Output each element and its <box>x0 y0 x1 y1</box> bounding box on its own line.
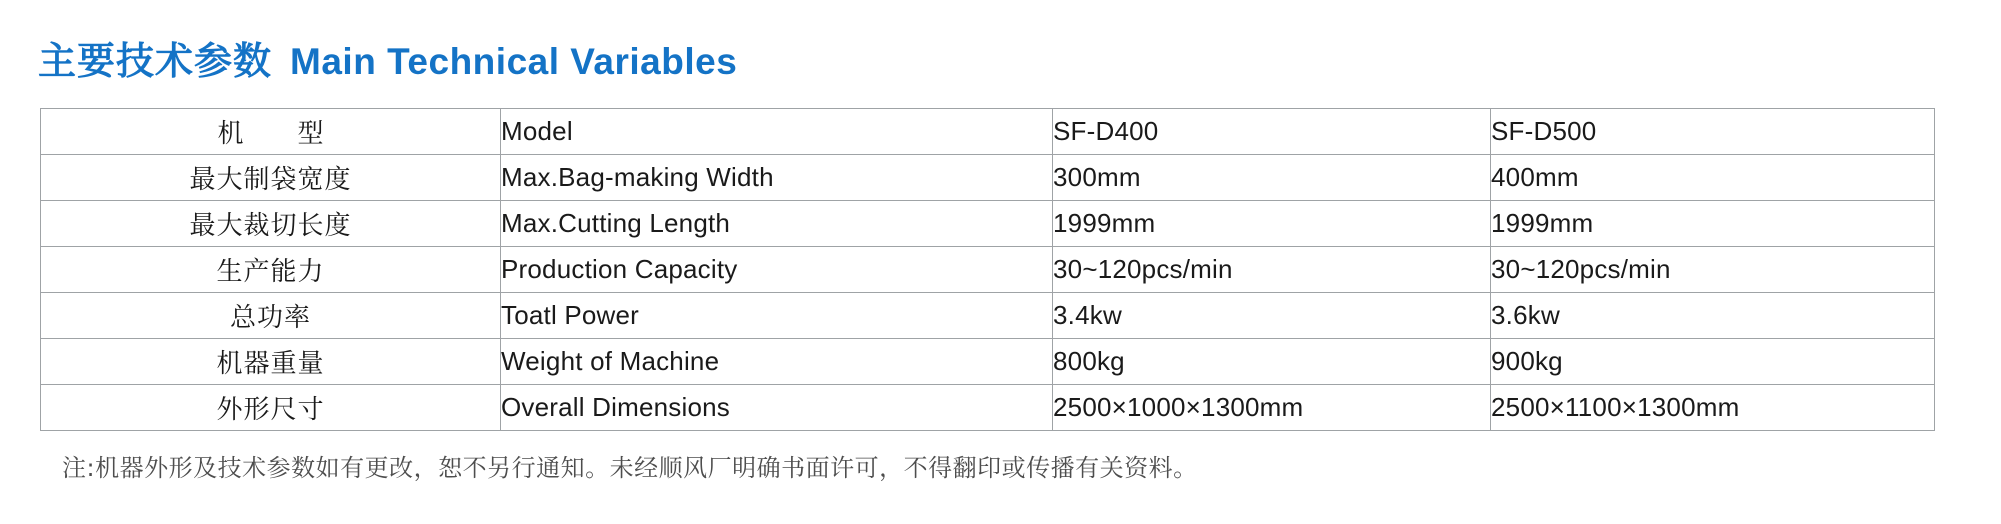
row-value-model-1: SF-D400 <box>1053 109 1491 155</box>
page-title <box>38 30 737 85</box>
row-value-model-2: 400mm <box>1491 155 1935 201</box>
page-title-english: Main Technical Variables <box>290 41 738 82</box>
row-value-model-1: 2500×1000×1300mm <box>1053 385 1491 431</box>
table-row <box>41 339 1935 385</box>
row-value-model-2: 3.6kw <box>1491 293 1935 339</box>
row-label-en: Model <box>501 109 1053 155</box>
table-row <box>41 293 1935 339</box>
row-value-model-1: 3.4kw <box>1053 293 1491 339</box>
row-value-model-1: 30~120pcs/min <box>1053 247 1491 293</box>
page-title-chinese: 主要技术参数 <box>38 39 273 83</box>
row-label-en: Overall Dimensions <box>501 385 1053 431</box>
row-label-en: Weight of Machine <box>501 339 1053 385</box>
row-value-model-1: 1999mm <box>1053 201 1491 247</box>
row-label-cn: 生产能力 <box>41 247 501 293</box>
table-row <box>41 109 1935 155</box>
row-value-model-1: 300mm <box>1053 155 1491 201</box>
technical-variables-table <box>40 108 1935 431</box>
table-row <box>41 385 1935 431</box>
row-value-model-2: 900kg <box>1491 339 1935 385</box>
table-row <box>41 247 1935 293</box>
row-label-cn: 机器重量 <box>41 339 501 385</box>
row-value-model-2: 1999mm <box>1491 201 1935 247</box>
row-label-en: Toatl Power <box>501 293 1053 339</box>
row-label-cn: 最大制袋宽度 <box>41 155 501 201</box>
row-label-en: Max.Cutting Length <box>501 201 1053 247</box>
row-label-cn: 外形尺寸 <box>41 385 501 431</box>
table-row <box>41 201 1935 247</box>
row-label-cn: 机 型 <box>41 109 501 155</box>
row-label-en: Max.Bag-making Width <box>501 155 1053 201</box>
row-label-en: Production Capacity <box>501 247 1053 293</box>
row-value-model-2: 2500×1100×1300mm <box>1491 385 1935 431</box>
row-value-model-1: 800kg <box>1053 339 1491 385</box>
row-value-model-2: 30~120pcs/min <box>1491 247 1935 293</box>
table-row <box>41 155 1935 201</box>
row-value-model-2: SF-D500 <box>1491 109 1935 155</box>
row-label-cn: 最大裁切长度 <box>41 201 501 247</box>
row-label-cn: 总功率 <box>41 293 501 339</box>
footnote: 注:机器外形及技术参数如有更改，恕不另行通知。未经顺风厂明确书面许可，不得翻印或传播有关资料。 <box>62 454 1198 482</box>
